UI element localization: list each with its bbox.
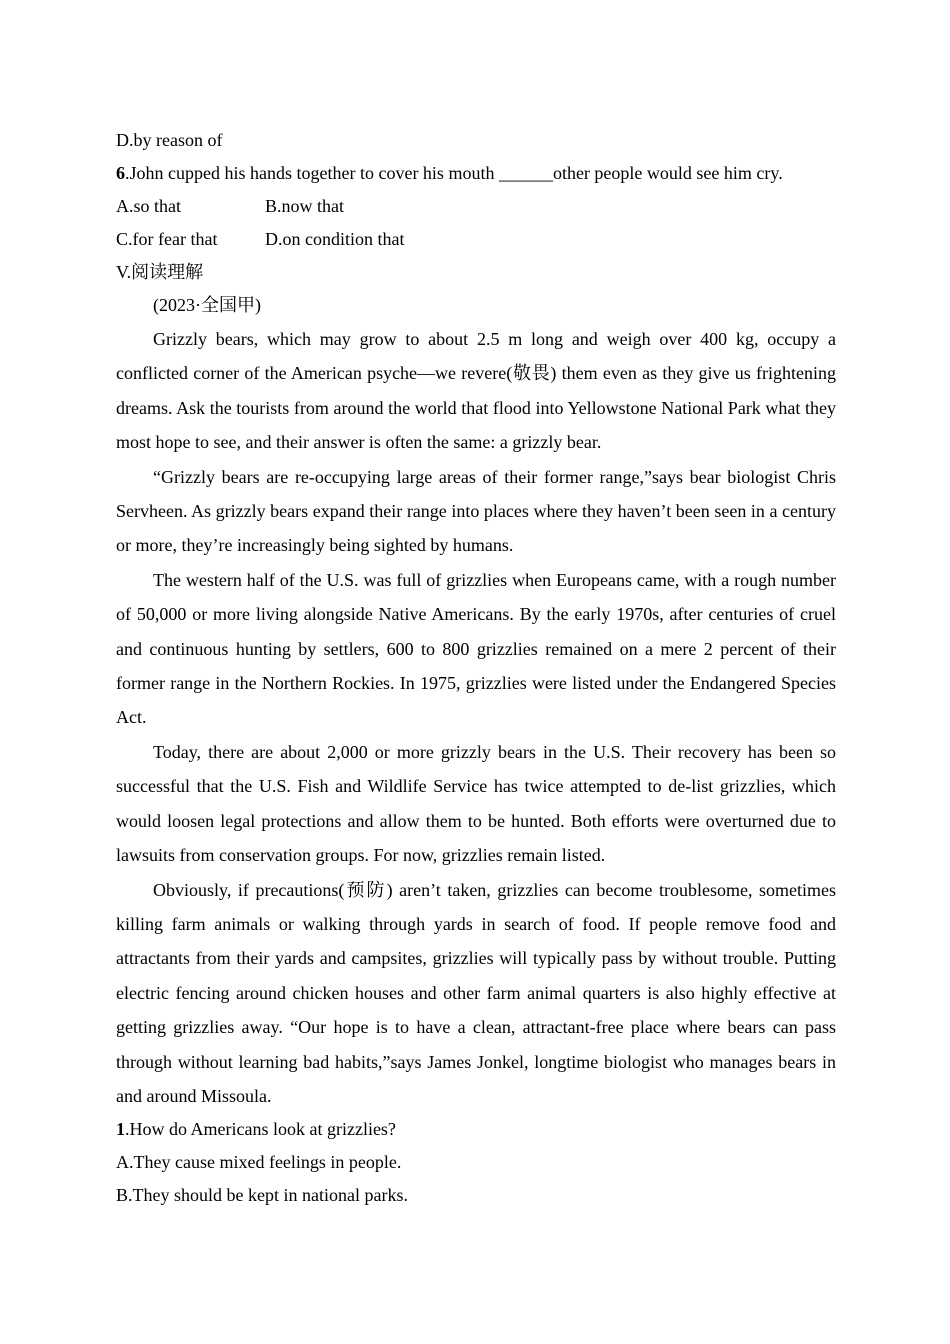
passage-paragraph-4: Today, there are about 2,000 or more grizzly bears in the U.S. Their recovery has been so successful that the U.S. Fish and Wildlife Service has twice attempted to de-list grizzlies, which would loosen legal protections and allow them to be hunted. Both efforts were overturned due to lawsuits from conservation groups. For now, grizzlies remain listed. [116,741,836,866]
document-page [116,124,836,1212]
passage-paragraph-5: Obviously, if precautions(预防) aren’t taken, grizzlies can become troublesome, sometimes killing farm animals or walking through yards in search of food. If people remove food and attractants from their yards and campsites, grizzlies will typically pass by without trouble. Putting electric fencing around chicken houses and other farm animal quarters is also highly effective at getting grizzlies away. “Our hope is to have a clean, attractant-free place where bears can pass through without learning bad habits,”says James Jonkel, longtime biologist who manages bears in and around Missoula. [116,879,836,1106]
question-1-number: 1 [116,1119,125,1140]
question-6-option-a: A.so that [116,196,181,216]
question-6-option-d: D.on condition that [265,229,405,249]
question-6-text: .John cupped his hands together to cover his mouth ______other people would see him cry. [125,163,783,183]
question-6-number: 6 [116,163,125,183]
passage-paragraph-2: “Grizzly bears are re-occupying large areas of their former range,”says bear biologist Chris Servheen. As grizzly bears expand their range into places where they haven’t been seen in a century or more, they’re increasingly being sighted by humans. [116,466,836,556]
question-6-option-b: B.now that [265,196,344,216]
question-6-option-c: C.for fear that [116,229,218,249]
section-title: V.阅读理解 [116,262,204,282]
passage-paragraph-1: Grizzly bears, which may grow to about 2.5 m long and weigh over 400 kg, occupy a conflicted corner of the American psyche—we revere(敬畏) them even as they give us frightening dreams. Ask the tourists from around the world that flood into Yellowstone National Park what they most hope to see, and their answer is often the same: a grizzly bear. [116,329,836,453]
question-6-options-row-2 [116,223,836,256]
question-1-option-b: B.They should be kept in national parks. [116,1185,408,1206]
question-6-stem [116,157,836,190]
question-1-text: .How do Americans look at grizzlies? [125,1119,396,1140]
question-1-stem [116,1113,836,1146]
passage-paragraph-3: The western half of the U.S. was full of grizzlies when Europeans came, with a rough number of 50,000 or more living alongside Native Americans. By the early 1970s, after centuries of cruel and continuous hunting by settlers, 600 to 800 grizzlies remained on a mere 2 percent of their former range in the Northern Rockies. In 1975, grizzlies were listed under the Endangered Species Act. [116,569,836,728]
prev-question-option-d: D.by reason of [116,130,223,150]
question-1-option-a: A.They cause mixed feelings in people. [116,1152,402,1173]
question-6-options-row-1 [116,190,836,223]
passage-source: (2023·全国甲) [153,295,261,315]
